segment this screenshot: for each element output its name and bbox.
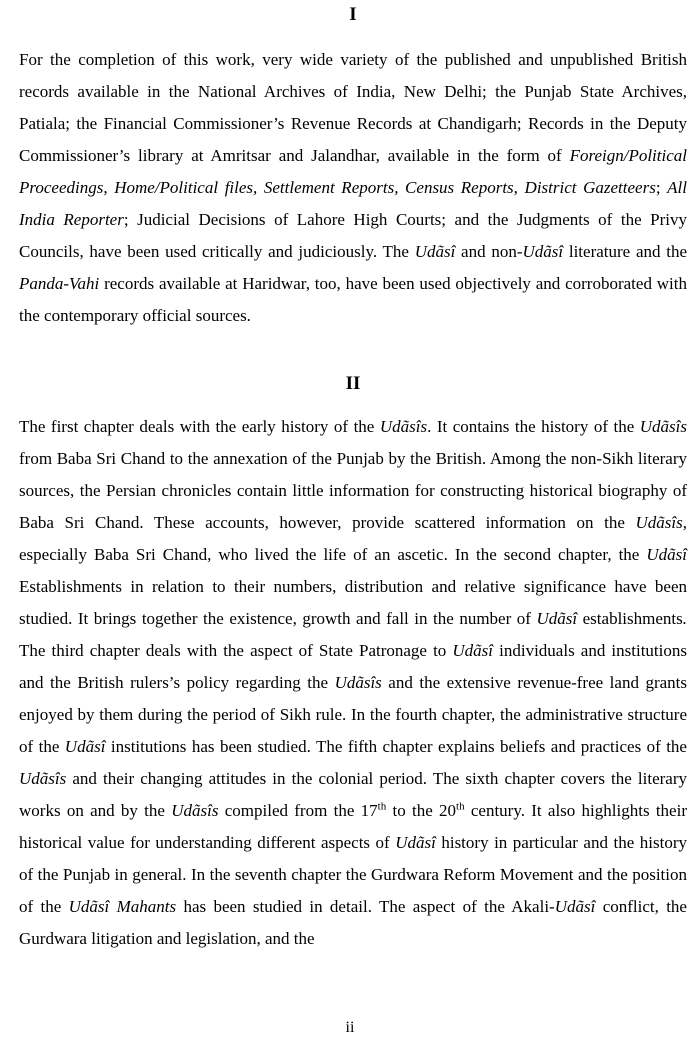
text-run: institutions has been studied. The fifth chapter explains beliefs and practices of the: [105, 737, 687, 756]
italic-text: Udãsî: [414, 242, 456, 261]
italic-text: Udãsî: [646, 545, 687, 564]
text-run: records available at Haridwar, too, have been used objectively and corroborated with the contemporary official sources.: [19, 274, 687, 325]
text-run: ; Judicial Decisions of Lahore High Courts; and the Judgments of the Privy Councils, have been used critically and judiciously. The: [19, 210, 687, 261]
text-run: , especially Baba Sri Chand, who lived the life of an ascetic. In the second chapter, the: [19, 513, 687, 564]
text-run: and their changing attitudes in the colonial period. The sixth chapter covers the literary works on and by the: [19, 769, 687, 820]
italic-text: Udãsî Mahants: [68, 897, 177, 916]
italic-text: All India Reporter: [19, 178, 688, 229]
text-run: compiled from the 17: [218, 801, 378, 820]
text-run: The third chapter deals with the aspect of State Patronage to: [19, 641, 453, 660]
text-run: history in particular and the history of the Punjab in general. In the seventh chapter the Gurdwara Reform Movement and the position of the: [19, 833, 687, 916]
text-run: Establishments in relation to their numbers, distribution and relative significance have been studied. It brings together the existence, growth and fall in the number of: [19, 577, 687, 628]
text-run: to the 20: [386, 801, 457, 820]
italic-text: Udãsîs: [379, 417, 428, 436]
text-run: establishments: [577, 609, 683, 628]
italic-text: Udãsî: [395, 833, 436, 852]
italic-text: Udãsî: [452, 641, 494, 660]
text-run: century. It also highlights their historical value for understanding different aspects of: [19, 801, 687, 852]
italic-text: Udãsî: [64, 737, 106, 756]
text-run: and non-: [455, 242, 523, 261]
text-run: has been studied in detail. The aspect of the Akali-: [176, 897, 555, 916]
italic-text: Panda-Vahi: [19, 274, 100, 293]
text-run: individuals and institutions and the British rulers’s policy regarding the: [19, 641, 687, 692]
section-heading-2: II: [345, 373, 361, 394]
italic-text: Udãsîs: [171, 801, 219, 820]
italic-text: Udãsîs: [19, 769, 67, 788]
italic-text: District Gazetteers: [524, 178, 656, 197]
text-run: and the extensive revenue-free land grants enjoyed by them during the period of Sikh rule. In the fourth chapter, the administrative structure of the: [19, 673, 688, 756]
italic-text: .: [682, 609, 687, 628]
italic-text: Udãsîs: [639, 417, 687, 436]
superscript-text: th: [456, 800, 465, 813]
italic-text: Foreign/Political Proceedings, Home/Political files, Settlement Reports, Census Reports: [19, 146, 687, 197]
text-run: For the completion of this work, very wide variety of the published and unpublished British records available in the National Archives of India, New Delhi; the Punjab State Archives, Patiala; the Financial Commissioner’s Revenue Records at Chandigarh; Records in the Deputy Commissioner’s library at Amritsar and Jalandhar, available in the form of: [19, 50, 687, 165]
text-run: literature and the: [563, 242, 687, 261]
superscript-text: th: [377, 800, 387, 813]
text-run: from Baba Sri Chand to the annexation of the Punjab by the British. Among the non-Sikh literary sources, the Persian chronicles contain little information for constructing historical biography of Baba Sri Chand. These accounts, however, provide scattered information on the: [19, 449, 687, 532]
text-run: . It contains the history of the: [427, 417, 640, 436]
text-run: ;: [655, 178, 668, 197]
italic-text: Udãsîs: [635, 513, 683, 532]
section-2-paragraph: [19, 411, 687, 955]
page-number: ii: [345, 1019, 355, 1036]
text-run: conflict, the Gurdwara litigation and legislation, and the: [19, 897, 687, 948]
italic-text: Udãsî: [554, 897, 596, 916]
text-run: The first chapter deals with the early history of the: [19, 417, 380, 436]
section-1-paragraph: [19, 44, 687, 332]
italic-text: Udãsî: [536, 609, 578, 628]
italic-text: Udãsî: [522, 242, 564, 261]
section-heading-1: I: [349, 4, 357, 25]
italic-text: Udãsîs: [334, 673, 382, 692]
text-run: ,: [513, 178, 525, 197]
